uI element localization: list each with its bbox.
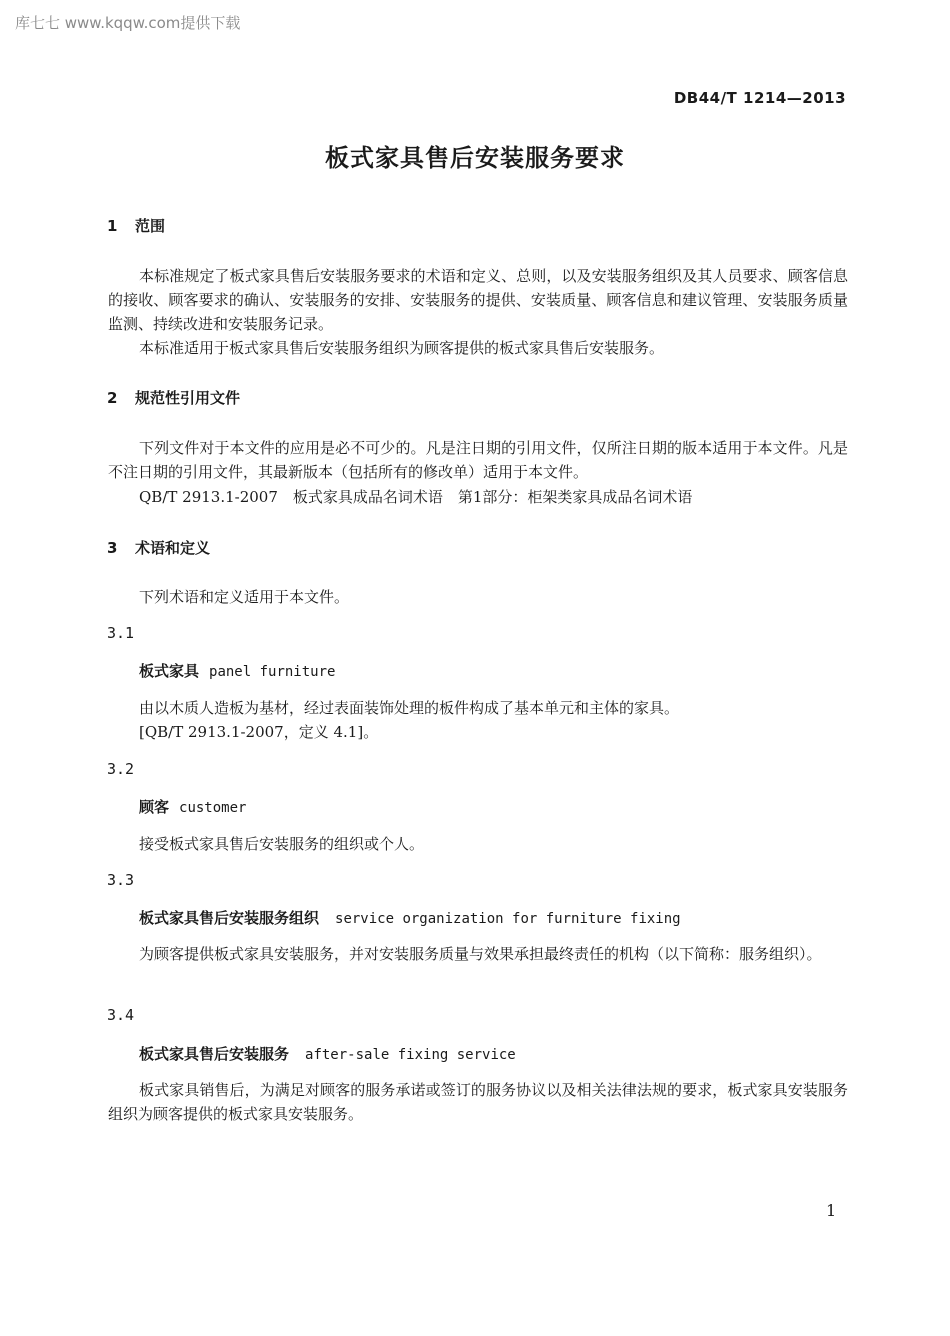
section-title: 术语和定义 (135, 539, 211, 557)
term-3-2-number: 3.2 (107, 760, 135, 778)
term-3-2-definition: 接受板式家具售后安装服务的组织或个人。 (139, 835, 425, 853)
term-zh: 板式家具售后安装服务 (139, 1045, 290, 1063)
term-en: customer (179, 800, 247, 816)
term-3-4-definition: 板式家具销售后，为满足对顾客的服务承诺或签订的服务协议以及相关法律法规的要求，板式家具安装服务组织为顾客提供的板式家具安装服务。 (108, 1081, 848, 1123)
document-title: 板式家具售后安装服务要求 (325, 144, 625, 172)
section-title: 范围 (135, 217, 166, 235)
term-3-3-title (139, 907, 681, 928)
standard-number: DB44/T 1214—2013 (673, 89, 846, 107)
term-3-1-title (139, 660, 335, 681)
term-zh: 板式家具售后安装服务组织 (139, 909, 320, 927)
term-zh: 板式家具 (139, 662, 200, 680)
section-3-intro: 下列术语和定义适用于本文件。 (139, 588, 350, 606)
term-zh: 顾客 (139, 798, 170, 816)
term-3-2-title (139, 796, 246, 817)
term-3-1-source: [QB/T 2913.1-2007，定义 4.1]。 (139, 723, 379, 741)
section-1-heading (107, 215, 165, 236)
normative-reference: QB/T 2913.1-2007 板式家具成品名词术语 第1部分：柜架类家具成品名词术语 (139, 488, 693, 506)
section-number: 1 (107, 217, 118, 235)
term-3-4-title (139, 1043, 516, 1064)
section-title: 规范性引用文件 (135, 389, 241, 407)
term-en: service organization for furniture fixing (335, 911, 681, 927)
term-3-4-number: 3.4 (107, 1006, 135, 1024)
section-number: 3 (107, 539, 118, 557)
term-3-1-number: 3.1 (107, 624, 135, 642)
term-en: panel furniture (209, 664, 336, 680)
term-en: after-sale fixing service (305, 1047, 516, 1063)
section-number: 2 (107, 389, 118, 407)
page-number: 1 (826, 1201, 837, 1220)
section-2-heading (107, 387, 240, 408)
section-1-paragraph-1: 本标准规定了板式家具售后安装服务要求的术语和定义、总则，以及安装服务组织及其人员要求、顾客信息的接收、顾客要求的确认、安装服务的安排、安装服务的提供、安装质量、顾客信息和建议管理、安装服务质量监测、持续改进和安装服务记录。 (108, 267, 848, 333)
term-3-1-definition: 由以木质人造板为基材，经过表面装饰处理的板件构成了基本单元和主体的家具。 (139, 699, 680, 717)
watermark: 库七七 www.kqqw.com提供下载 (15, 14, 241, 32)
term-3-3-definition: 为顾客提供板式家具安装服务，并对安装服务质量与效果承担最终责任的机构（以下简称：服务组织）。 (139, 945, 822, 963)
section-1-paragraph-2: 本标准适用于板式家具售后安装服务组织为顾客提供的板式家具售后安装服务。 (139, 339, 665, 357)
section-3-heading (107, 537, 210, 558)
section-2-paragraph-1: 下列文件对于本文件的应用是必不可少的。凡是注日期的引用文件，仅所注日期的版本适用于本文件。凡是不注日期的引用文件，其最新版本（包括所有的修改单）适用于本文件。 (108, 439, 848, 481)
term-3-3-number: 3.3 (107, 871, 135, 889)
